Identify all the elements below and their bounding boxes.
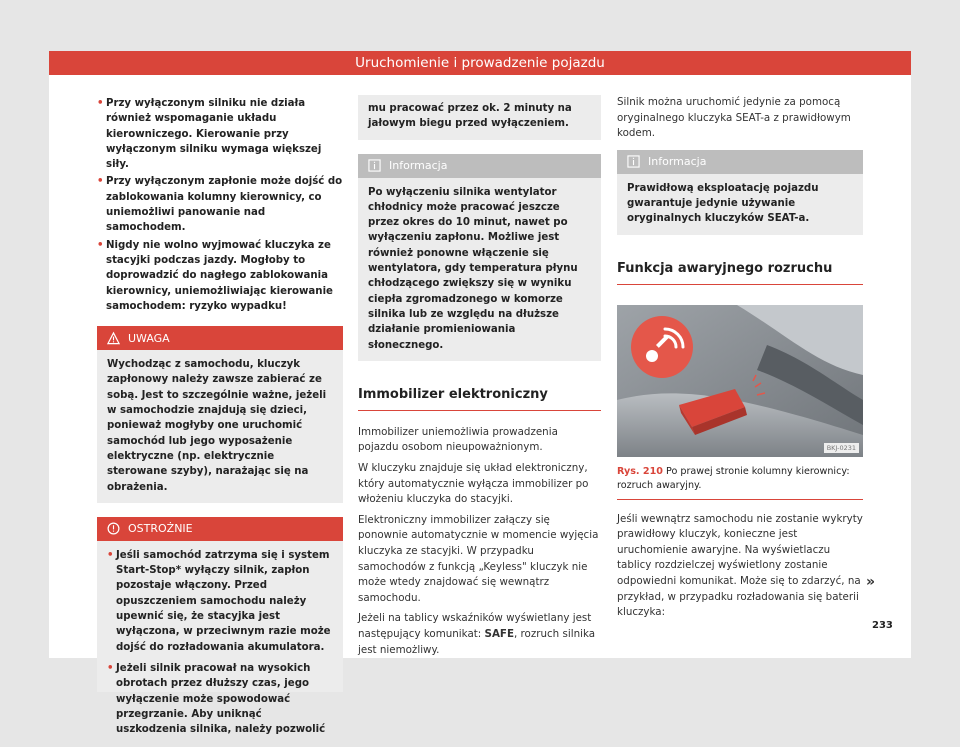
page-number: 233 — [872, 620, 893, 631]
info-box-2 — [617, 150, 863, 235]
immobilizer-text — [358, 425, 601, 658]
steering-column-illustration — [617, 305, 863, 457]
intro-paragraph: Silnik można uruchomić jedynie za pomocą oryginalnego kluczyka SEAT-a z prawidłowym kodem. — [617, 96, 851, 140]
paragraph: W kluczyku znajduje się układ elektroniczny, który automatycznie wyłącza immobilizer po włożeniu kluczyka do stacyjki. — [358, 462, 589, 506]
bullet-item: • Przy wyłączonym silniku nie działa również wspomaganie układu kierowniczego. Kierowanie przy wyłączonym silniku wymaga większej siły. — [97, 96, 343, 172]
caution-bullet: • Jeżeli silnik pracował na wysokich obrotach przez dłuższy czas, jego wyłączenie może spowodować przegrzanie. Aby uniknąć uszkodzenia silnika, należy pozwolić — [107, 661, 333, 737]
paragraph: Elektroniczny immobilizer załączy się ponownie automatycznie w momencie wyjęcia kluczyka ze stacyjki. W przypadku samochodów z funkcją „Keyless" kluczyk nie może wtedy znajdować się wewnątrz samochodu. — [358, 513, 599, 604]
figure-emergency-start-image — [617, 305, 863, 457]
paragraph: Immobilizer uniemożliwia prowadzenia pojazdu osobom nieupoważnionym. — [358, 425, 558, 454]
bullet-item: • Nigdy nie wolno wyjmować kluczyka ze stacyjki podczas jazdy. Mogłoby to doprowadzić do nagłego zablokowania kierownicy, uniemożliwiając kierowanie samochodem: ryzyko wypadku! — [97, 238, 343, 314]
warning-box — [97, 326, 343, 503]
column-1 — [97, 96, 343, 736]
display-message-code: SAFE — [484, 627, 514, 640]
caution-box-body — [97, 541, 343, 747]
caution-box — [97, 517, 343, 736]
section-title-immobilizer: Immobilizer elektroniczny — [358, 387, 601, 411]
caution-bullet: • Jeśli samochód zatrzyma się i system Start-Stop* wyłączy silnik, zapłon pozostaje włączony. Przed opuszczeniem samochodu należy upewnić się, że stacyjka jest wyłączona, w przeciwnym razie może dojść do rozładowania akumulatora. — [107, 548, 333, 655]
paragraph-text: , rozruch silnika jest niemożliwy. — [358, 627, 596, 656]
column-2 — [358, 96, 601, 663]
info-box-text: Po wyłączeniu silnika wentylator chłodnicy może pracować jeszcze przez okres do 10 minut, nawet po wyłączeniu zapłonu. Możliwe jest również ponowne włączenie się wentylatora, gdy temperatura płynu chłodzącego zwiększy się w wyniku ciepła zgromadzonego w komorze silnika lub ze względu na dłuższe działanie promieniowania słonecznego. — [368, 186, 578, 351]
figure-caption-label: Rys. 210 — [617, 465, 663, 477]
figure-caption — [617, 465, 863, 500]
info-box-header — [358, 154, 601, 178]
caution-circle-icon — [107, 522, 120, 535]
warning-box-header — [97, 326, 343, 350]
figure-caption-text: Po prawej stronie kolumny kierownicy: rozruch awaryjny. — [617, 465, 850, 491]
paragraph: Jeśli wewnątrz samochodu nie zostanie wykryty prawidłowy kluczyk, konieczne jest uruchomienie awaryjne. Na wyświetlaczu tablicy rozdzielczej wyświetlony zostanie odpowiedni komunikat. Może się to zdarzyć, na przykład, w przypadku rozładowania się baterii kluczyka: — [617, 512, 863, 619]
caution-box-title: OSTROŻNIE — [128, 522, 193, 536]
section-title-emergency-start: Funkcja awaryjnego rozruchu — [617, 261, 863, 285]
info-icon — [368, 159, 381, 172]
column-3 — [617, 96, 863, 626]
paragraph — [358, 611, 601, 658]
info-box — [358, 154, 601, 361]
caution-box-header — [97, 517, 343, 541]
bullet-item: • Przy wyłączonym zapłonie może dojść do zablokowania kolumny kierownicy, co uniemożliwi panowanie nad samochodem. — [97, 174, 343, 235]
warning-box-title: UWAGA — [128, 331, 170, 345]
caution-box-continued — [358, 95, 601, 140]
caution-continued-text: mu pracować przez ok. 2 minuty na jałowym biegu przed wyłączeniem. — [368, 103, 572, 130]
info-box-text: Prawidłową eksploatację pojazdu gwarantuje jedynie używanie oryginalnych kluczyków SEAT-a. — [627, 182, 819, 225]
info-box-title: Informacja — [648, 155, 707, 169]
warning-box-text: Wychodząc z samochodu, kluczyk zapłonowy należy zawsze zabierać ze sobą. Jest to szczególnie ważne, jeżeli w samochodzie znajdują się dzieci, ponieważ mogłyby one uruchomić samochód lub jego wyposażenie elektryczne (np. elektrycznie sterowane szyby), narażając się na obrażenia. — [107, 359, 327, 493]
info-box-title: Informacja — [389, 159, 448, 173]
info-box-header — [617, 150, 863, 174]
info-icon — [627, 155, 640, 168]
warning-triangle-icon — [107, 332, 120, 345]
continue-mark: » — [866, 574, 876, 590]
page-header: Uruchomienie i prowadzenie pojazdu — [49, 51, 911, 75]
paragraph-text: Jeżeli na tablicy wskaźników wyświetlany jest następujący komunikat: — [358, 612, 592, 640]
figure-code: BKJ-0231 — [824, 443, 859, 453]
